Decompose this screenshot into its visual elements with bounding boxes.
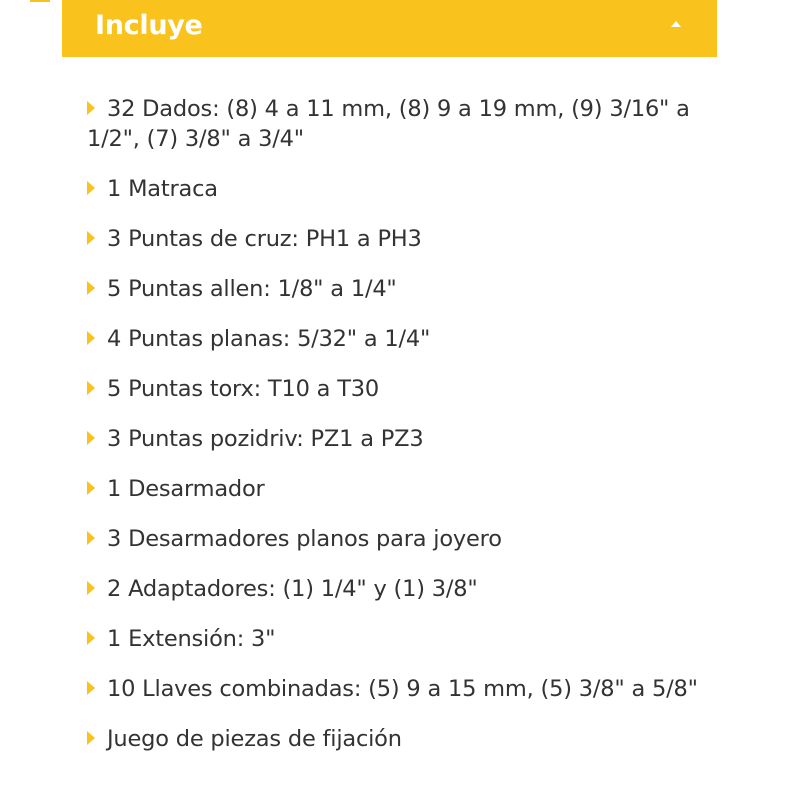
triangle-right-icon bbox=[87, 531, 95, 545]
list-item bbox=[87, 374, 712, 404]
list-item-text: 3 Puntas de cruz: PH1 a PH3 bbox=[107, 226, 422, 252]
list-item-text: 4 Puntas planas: 5/32" a 1/4" bbox=[107, 326, 431, 352]
includes-accordion bbox=[62, 0, 717, 752]
list-item-text: 1 Extensión: 3" bbox=[107, 626, 276, 652]
triangle-right-icon bbox=[87, 681, 95, 695]
list-item-text: 32 Dados: (8) 4 a 11 mm, (8) 9 a 19 mm, (9) 3/16" a 1/2", (7) 3/8" a 3/4" bbox=[87, 96, 690, 152]
triangle-right-icon bbox=[87, 631, 95, 645]
list-item bbox=[87, 674, 712, 704]
triangle-right-icon bbox=[87, 581, 95, 595]
list-item-text: 1 Desarmador bbox=[107, 476, 265, 502]
list-item bbox=[87, 474, 712, 504]
list-item-text: Juego de piezas de fijación bbox=[107, 726, 402, 752]
list-item bbox=[87, 624, 712, 654]
list-item-text: 1 Matraca bbox=[107, 176, 218, 202]
list-item bbox=[87, 574, 712, 604]
triangle-right-icon bbox=[87, 101, 95, 115]
included-items-list bbox=[87, 94, 712, 774]
triangle-right-icon bbox=[87, 731, 95, 745]
triangle-right-icon bbox=[87, 481, 95, 495]
list-item-text: 3 Desarmadores planos para joyero bbox=[107, 526, 502, 552]
list-item-text: 5 Puntas torx: T10 a T30 bbox=[107, 376, 379, 402]
list-item bbox=[87, 224, 712, 254]
list-item-text: 10 Llaves combinadas: (5) 9 a 15 mm, (5) 3/8" a 5/8" bbox=[107, 676, 698, 702]
list-item bbox=[87, 324, 712, 354]
list-item bbox=[87, 424, 712, 454]
triangle-right-icon bbox=[87, 381, 95, 395]
chevron-up-icon[interactable] bbox=[670, 20, 682, 28]
list-item bbox=[87, 724, 712, 754]
triangle-right-icon bbox=[87, 281, 95, 295]
list-item bbox=[87, 274, 712, 304]
triangle-right-icon bbox=[87, 181, 95, 195]
triangle-right-icon bbox=[87, 331, 95, 345]
list-item bbox=[87, 174, 712, 204]
list-item-text: 2 Adaptadores: (1) 1/4" y (1) 3/8" bbox=[107, 576, 478, 602]
accordion-header[interactable] bbox=[62, 0, 717, 57]
list-item bbox=[87, 94, 712, 154]
list-item-text: 5 Puntas allen: 1/8" a 1/4" bbox=[107, 276, 397, 302]
list-item-text: 3 Puntas pozidriv: PZ1 a PZ3 bbox=[107, 426, 424, 452]
top-accent-mark bbox=[30, 0, 50, 2]
list-item bbox=[87, 524, 712, 554]
triangle-right-icon bbox=[87, 431, 95, 445]
triangle-right-icon bbox=[87, 231, 95, 245]
accordion-title: Incluye bbox=[95, 10, 203, 41]
